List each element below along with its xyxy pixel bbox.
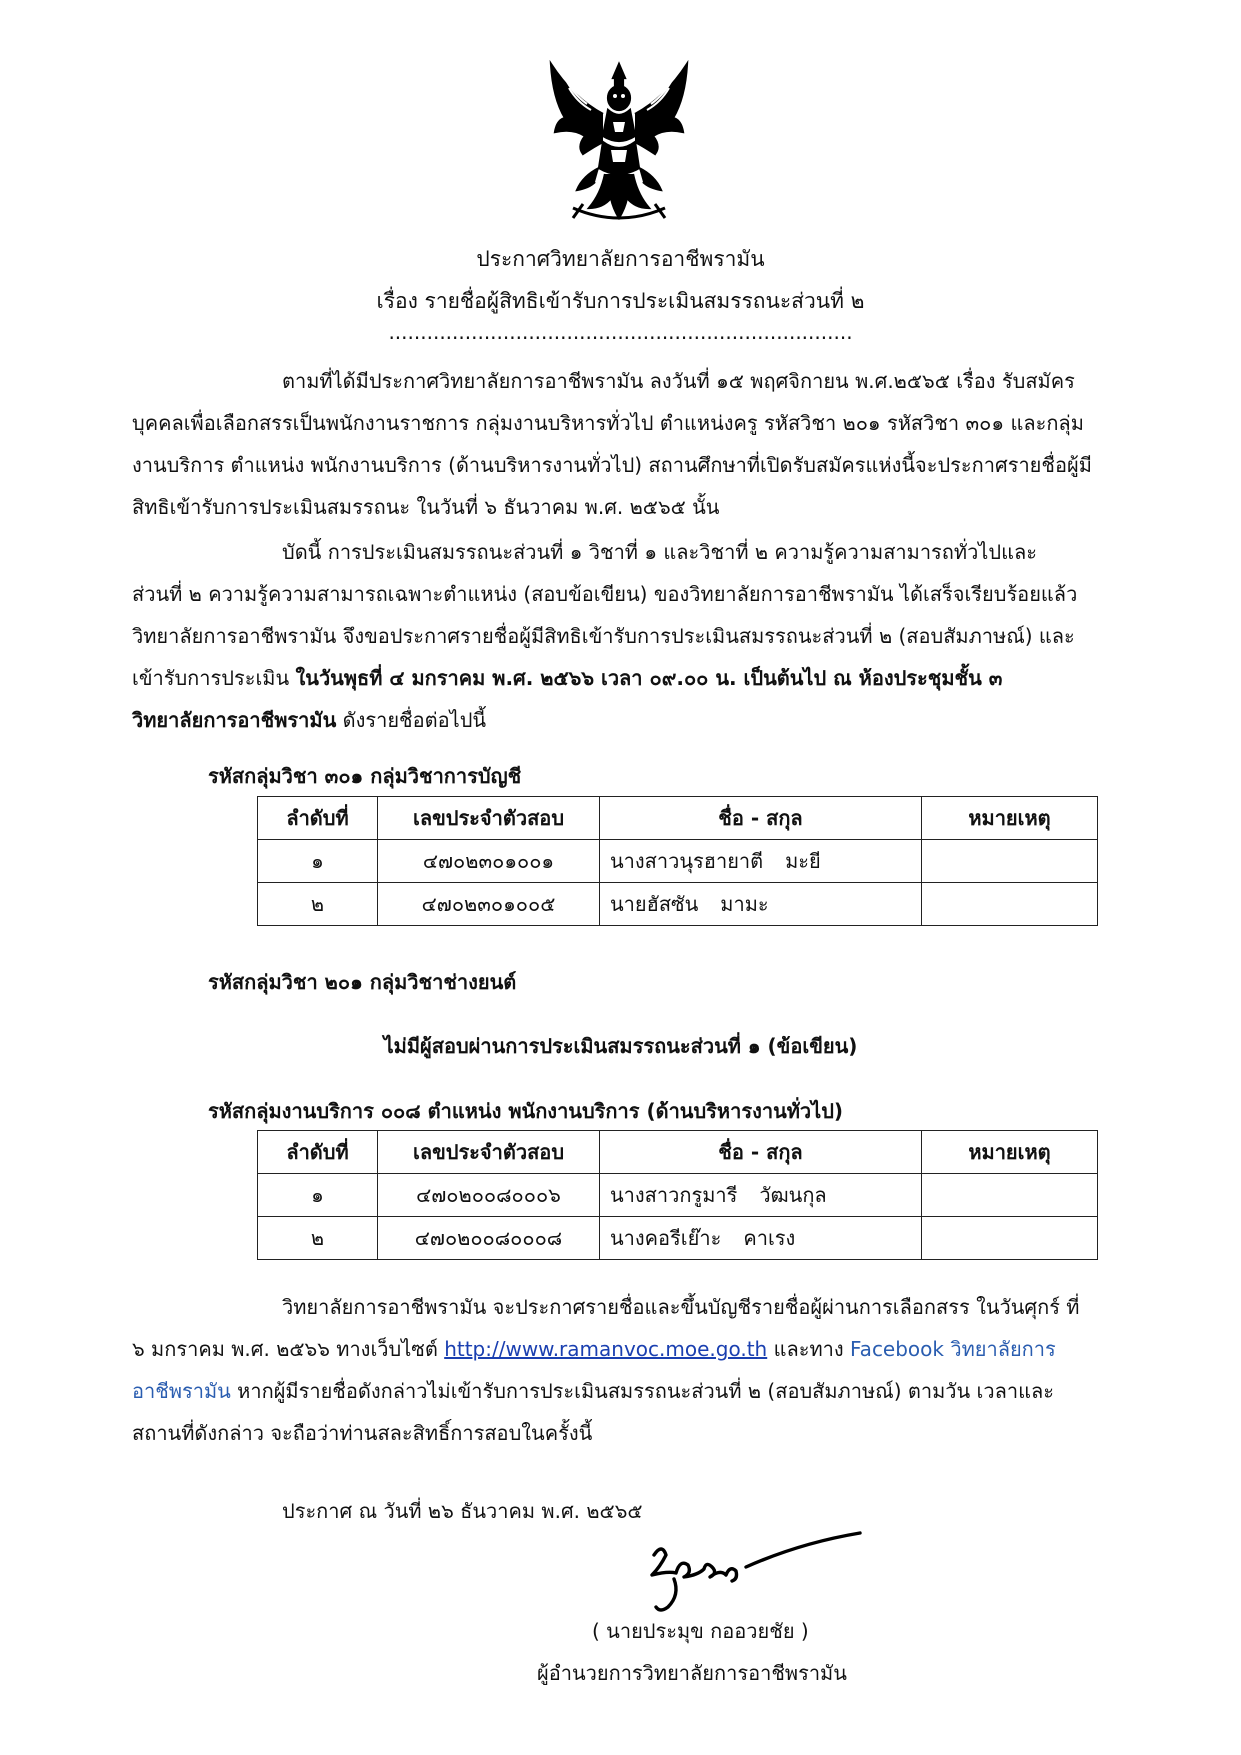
paragraph-1-line: สิทธิเข้ารับการประเมินสมรรถนะ ในวันที่ ๖ ธันวาคม พ.ศ. ๒๕๖๕ นั้น [132, 495, 720, 519]
table-row [258, 840, 1098, 883]
cell-exam-id: ๔๗๐๒๐๐๘๐๐๐๖ [378, 1174, 600, 1217]
table-row [258, 1174, 1098, 1217]
closing-text: หากผู้มีรายชื่อดังกล่าวไม่เข้ารับการประเมินสมรรถนะส่วนที่ ๒ (สอบสัมภาษณ์) ตามวัน เวลาและ [230, 1379, 1054, 1403]
cell-name [600, 1217, 922, 1260]
garuda-emblem [543, 58, 695, 226]
paragraph-1-line: งานบริการ ตำแหน่ง พนักงานบริการ (ด้านบริหารงานทั่วไป) สถานศึกษาที่เปิดรับสมัครแห่งนี้จะประกาศรายชื่อผู้มี [132, 453, 1092, 477]
col-header-exam-id: เลขประจำตัวสอบ [378, 797, 600, 840]
col-header-remark: หมายเหตุ [922, 797, 1098, 840]
closing-line: วิทยาลัยการอาชีพรามัน จะประกาศรายชื่อและขึ้นบัญชีรายชื่อผู้ผ่านการเลือกสรร ในวันศุกร์ ที่ [282, 1295, 1080, 1319]
cell-name [600, 1174, 922, 1217]
header-divider: ......................................................................... [388, 320, 853, 344]
first-name: นางคอรีเย๊าะ [610, 1226, 722, 1250]
cell-no: ๒ [258, 1217, 378, 1260]
group-3-heading: รหัสกลุ่มงานบริการ ๐๐๘ ตำแหน่ง พนักงานบริการ (ด้านบริหารงานทั่วไป) [208, 1099, 844, 1123]
col-header-no: ลำดับที่ [258, 1131, 378, 1174]
closing-line: สถานที่ดังกล่าว จะถือว่าท่านสละสิทธิ์การสอบในครั้งนี้ [132, 1421, 593, 1445]
facebook-link-cont[interactable]: อาชีพรามัน [132, 1379, 231, 1403]
cell-no: ๑ [258, 1174, 378, 1217]
paragraph-2 [132, 531, 1122, 741]
paragraph-2-line [132, 657, 1122, 699]
paragraph-2-line [132, 699, 1122, 741]
signatory-name: ( นายประมุข กออวยชัย ) [592, 1619, 809, 1643]
col-header-exam-id: เลขประจำตัวสอบ [378, 1131, 600, 1174]
group-2-note: ไม่มีผู้สอบผ่านการประเมินสมรรถนะส่วนที่ ๑ (ข้อเขียน) [383, 1034, 858, 1058]
paragraph-1 [132, 360, 1122, 528]
cell-remark [922, 883, 1098, 926]
cell-remark [922, 840, 1098, 883]
last-name: มะยี [785, 849, 821, 873]
cell-remark [922, 1217, 1098, 1260]
paragraph-1-line: บุคคลเพื่อเลือกสรรเป็นพนักงานราชการ กลุ่มงานบริหารทั่วไป ตำแหน่งครู รหัสวิชา ๒๐๑ รหัสวิชา ๓๐๑ และกลุ่ม [132, 411, 1084, 435]
first-name: นางสาวกรูมารี [610, 1183, 738, 1207]
col-header-no: ลำดับที่ [258, 797, 378, 840]
last-name: คาเรง [743, 1226, 796, 1250]
last-name: มามะ [720, 892, 769, 916]
cell-exam-id: ๔๗๐๒๐๐๘๐๐๐๘ [378, 1217, 600, 1260]
announcement-subject: เรื่อง รายชื่อผู้สิทธิเข้ารับการประเมินสมรรถนะส่วนที่ ๒ [376, 289, 865, 313]
col-header-name: ชื่อ - สกุล [600, 797, 922, 840]
signatory-position: ผู้อำนวยการวิทยาลัยการอาชีพรามัน [537, 1661, 847, 1685]
cell-exam-id: ๔๗๐๒๓๐๑๐๐๕ [378, 883, 600, 926]
table-header-row [258, 797, 1098, 840]
cell-exam-id: ๔๗๐๒๓๐๑๐๐๑ [378, 840, 600, 883]
closing-text: ๖ มกราคม พ.ศ. ๒๕๖๖ ทางเว็บไซต์ [132, 1337, 445, 1361]
paragraph-1-line: ตามที่ได้มีประกาศวิทยาลัยการอาชีพรามัน ลงวันที่ ๑๕ พฤศจิกายน พ.ศ.๒๕๖๕ เรื่อง รับสมัคร [282, 369, 1075, 393]
closing-line [132, 1370, 1122, 1412]
table-header-row [258, 1131, 1098, 1174]
cell-name [600, 883, 922, 926]
closing-paragraph [132, 1286, 1122, 1454]
group-2-heading: รหัสกลุ่มวิชา ๒๐๑ กลุ่มวิชาช่างยนต์ [208, 970, 517, 994]
table-row [258, 1217, 1098, 1260]
exam-schedule: ในวันพุธที่ ๔ มกราคม พ.ศ. ๒๕๖๖ เวลา ๐๙.๐๐ น. เป็นต้นไป ณ ห้องประชุมชั้น ๓ [295, 666, 1003, 690]
group-1-table [257, 796, 1098, 926]
cell-no: ๑ [258, 840, 378, 883]
col-header-name: ชื่อ - สกุล [600, 1131, 922, 1174]
closing-text: และทาง [767, 1337, 851, 1361]
cell-no: ๒ [258, 883, 378, 926]
handwritten-signature [640, 1515, 870, 1615]
paragraph-2-plain: ดังรายชื่อต่อไปนี้ [336, 708, 487, 732]
paragraph-2-line: ส่วนที่ ๒ ความรู้ความสามารถเฉพาะตำแหน่ง (สอบข้อเขียน) ของวิทยาลัยการอาชีพรามัน ได้เสร็จเรียบร้อยแล้ว [132, 582, 1078, 606]
facebook-link[interactable]: Facebook วิทยาลัยการ [850, 1337, 1056, 1361]
cell-name [600, 840, 922, 883]
exam-venue: วิทยาลัยการอาชีพรามัน [132, 708, 337, 732]
closing-line [132, 1328, 1122, 1370]
cell-remark [922, 1174, 1098, 1217]
group-1-heading: รหัสกลุ่มวิชา ๓๐๑ กลุ่มวิชาการบัญชี [208, 764, 522, 788]
paragraph-2-plain: เข้ารับการประเมิน [132, 666, 296, 690]
first-name: นายฮัสซัน [610, 892, 699, 916]
paragraph-2-line: วิทยาลัยการอาชีพรามัน จึงขอประกาศรายชื่อผู้มีสิทธิเข้ารับการประเมินสมรรถนะส่วนที่ ๒ (สอบสัมภาษณ์) และ [132, 624, 1075, 648]
last-name: วัฒนกุล [759, 1183, 827, 1207]
announcement-title: ประกาศวิทยาลัยการอาชีพรามัน [476, 247, 765, 271]
group-3-table [257, 1130, 1098, 1260]
first-name: นางสาวนุรฮายาตี [610, 849, 764, 873]
table-row [258, 883, 1098, 926]
website-link[interactable]: http://www.ramanvoc.moe.go.th [444, 1337, 768, 1361]
announce-date: ประกาศ ณ วันที่ ๒๖ ธันวาคม พ.ศ. ๒๕๖๕ [282, 1499, 643, 1523]
paragraph-2-line: บัดนี้ การประเมินสมรรถนะส่วนที่ ๑ วิชาที่ ๑ และวิชาที่ ๒ ความรู้ความสามารถทั่วไปและ [282, 540, 1037, 564]
col-header-remark: หมายเหตุ [922, 1131, 1098, 1174]
